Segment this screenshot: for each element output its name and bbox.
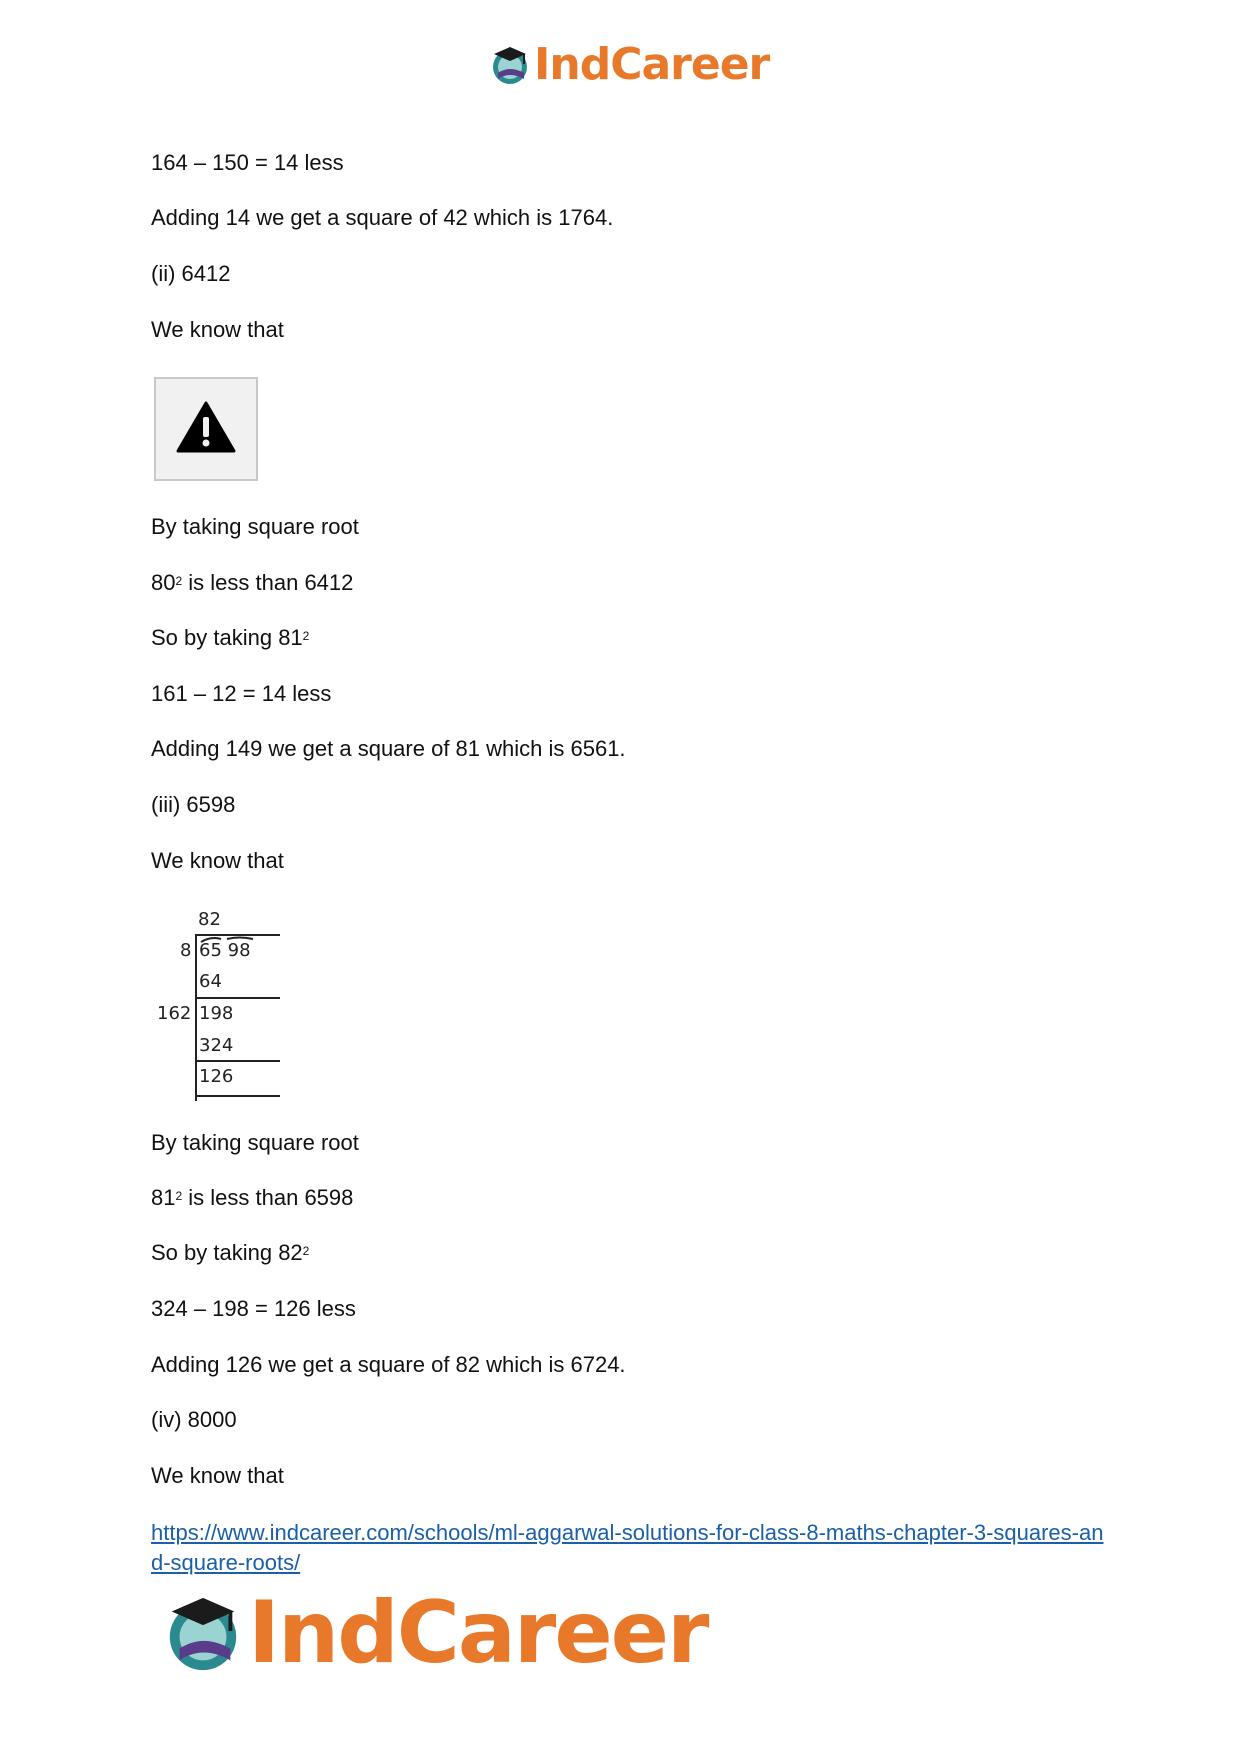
text-line — [151, 625, 309, 651]
missing-image-placeholder — [154, 377, 258, 481]
superscript: 2 — [175, 1189, 183, 1203]
divisor: 162 — [157, 1003, 192, 1024]
division-bracket — [195, 935, 197, 1101]
text-base: So by taking 82 — [151, 1240, 303, 1265]
text-line: (ii) 6412 — [151, 261, 231, 286]
text-line — [151, 1240, 309, 1266]
source-link[interactable]: https://www.indcareer.com/schools/ml-aggarwal-solutions-for-class-8-maths-chapter-3-squares-and-square-roots/ — [151, 1520, 1104, 1575]
division-line — [195, 1095, 280, 1097]
text-rest: is less than 6598 — [182, 1185, 354, 1210]
text-line: Adding 149 we get a square of 81 which is 6561. — [151, 736, 626, 761]
digit-pair-bars — [199, 935, 259, 943]
text-line: Adding 126 we get a square of 82 which is 6724. — [151, 1352, 626, 1377]
text-line: 164 – 150 = 14 less — [151, 150, 344, 175]
quotient: 82 — [198, 909, 221, 930]
text-line: (iii) 6598 — [151, 792, 236, 817]
text-line: We know that — [151, 317, 284, 342]
text-line: By taking square root — [151, 514, 359, 539]
logo-globe-icon — [488, 43, 532, 87]
text-base: 81 — [151, 1185, 176, 1210]
warning-triangle-icon — [176, 401, 236, 458]
header-logo — [488, 40, 769, 90]
subtrahend: 324 — [199, 1035, 234, 1056]
division-line — [195, 997, 280, 999]
text-line: We know that — [151, 848, 284, 873]
remainder: 126 — [199, 1066, 234, 1087]
dividend: 65 98 — [199, 940, 251, 961]
logo-globe-icon — [160, 1590, 246, 1676]
long-division-diagram — [150, 905, 290, 1101]
footer-logo — [160, 1583, 708, 1683]
divisor: 8 — [180, 940, 192, 961]
text-line: 161 – 12 = 14 less — [151, 681, 332, 706]
division-line — [195, 1060, 280, 1062]
logo-text: IndCareer — [534, 39, 770, 90]
superscript: 2 — [175, 574, 183, 588]
superscript: 2 — [302, 1244, 310, 1258]
text-line — [151, 1185, 353, 1211]
text-line: Adding 14 we get a square of 42 which is 1764. — [151, 205, 614, 230]
text-line: By taking square root — [151, 1130, 359, 1155]
text-rest: is less than 6412 — [182, 570, 354, 595]
text-line: We know that — [151, 1463, 284, 1488]
text-base: 80 — [151, 570, 176, 595]
text-line — [151, 570, 353, 596]
text-base: So by taking 81 — [151, 625, 303, 650]
text-line: 324 – 198 = 126 less — [151, 1296, 356, 1321]
subtrahend: 64 — [199, 971, 222, 992]
remainder: 198 — [199, 1003, 234, 1024]
logo-text: IndCareer — [248, 1583, 708, 1683]
superscript: 2 — [302, 629, 310, 643]
text-line: (iv) 8000 — [151, 1407, 237, 1432]
